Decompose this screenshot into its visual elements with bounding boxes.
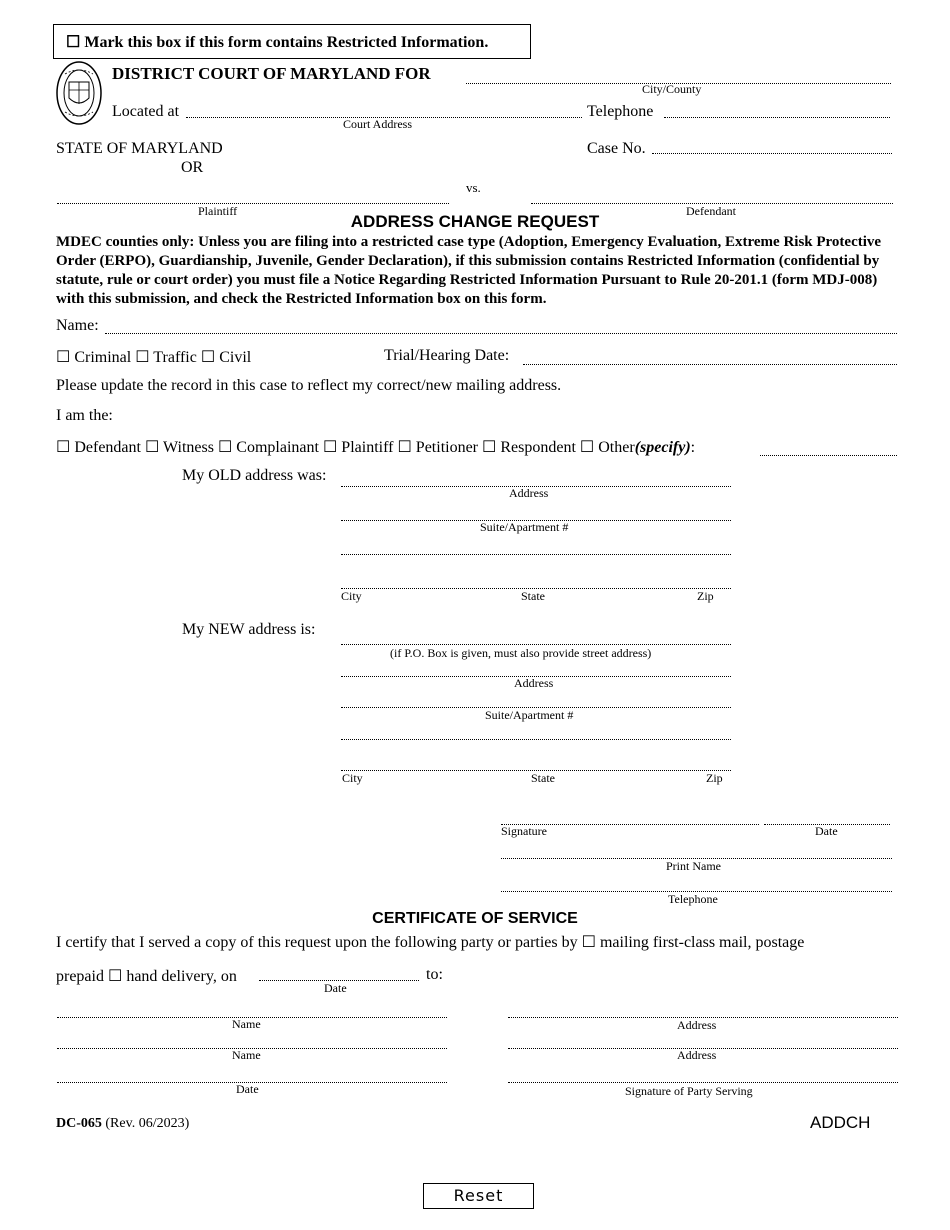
restricted-info-row — [66, 32, 488, 52]
complainant-checkbox[interactable]: ☐ — [217, 439, 233, 456]
state-of-maryland: STATE OF MARYLAND — [56, 140, 223, 157]
other-label: Other — [598, 439, 635, 456]
old-zip-caption: Zip — [697, 589, 714, 603]
trial-date-field[interactable] — [523, 364, 897, 365]
restricted-checkbox[interactable]: ☐ — [66, 34, 81, 51]
telephone-label: Telephone — [587, 103, 654, 120]
form-number — [56, 1116, 189, 1132]
po-box-note: (if P.O. Box is given, must also provide street address) — [390, 646, 652, 660]
court-seal-icon — [55, 60, 103, 126]
form-code: DC-065 — [56, 1116, 102, 1131]
certificate-line-1 — [56, 932, 804, 952]
defendant-role-label: Defendant — [74, 439, 141, 456]
form-title: ADDRESS CHANGE REQUEST — [350, 212, 600, 231]
defendant-label: Defendant — [686, 204, 736, 218]
service-date-caption: Date — [324, 981, 347, 995]
complainant-label: Complainant — [236, 439, 319, 456]
form-revision: (Rev. 06/2023) — [105, 1116, 190, 1131]
witness-checkbox[interactable]: ☐ — [144, 439, 160, 456]
case-type-row — [56, 347, 251, 367]
or-text: OR — [181, 159, 204, 176]
new-state-caption: State — [531, 771, 555, 785]
form-short-code: ADDCH — [810, 1113, 871, 1132]
new-extra-field[interactable] — [341, 739, 731, 740]
certify-text: I certify that I served a copy of this request upon the following party or parties by — [56, 934, 578, 951]
certificate-line-2 — [56, 966, 237, 986]
party-name-2-caption: Name — [232, 1048, 261, 1062]
court-telephone-field[interactable] — [664, 117, 890, 118]
plaintiff-checkbox[interactable]: ☐ — [322, 439, 338, 456]
trial-date-label: Trial/Hearing Date: — [384, 347, 510, 364]
case-no-field[interactable] — [652, 153, 892, 154]
party-serving-signature-caption: Signature of Party Serving — [625, 1084, 753, 1098]
new-po-field[interactable] — [341, 644, 731, 645]
new-address-caption: Address — [514, 676, 554, 690]
traffic-label: Traffic — [153, 349, 197, 366]
plaintiff-label: Plaintiff — [198, 204, 238, 218]
new-address-label: My NEW address is: — [182, 621, 316, 638]
witness-label: Witness — [163, 439, 214, 456]
criminal-checkbox[interactable]: ☐ — [56, 349, 71, 366]
petitioner-checkbox[interactable]: ☐ — [397, 439, 412, 456]
restricted-notice: MDEC counties only: Unless you are filing into a restricted case type (Adoption, Emergency Evaluation, Extreme Risk Protective Order (ERPO), Guardianship, Juvenile, Gender Declaration), if this submission contains Restricted Information (confidential by statute, rule or court order) you must file a Notice Regarding Restricted Information Pursuant to Rule 20-201.1 (form MDJ-008) with this submission, and check the Restricted Information box on this form. — [56, 234, 882, 307]
print-name-caption: Print Name — [666, 859, 721, 873]
new-city-caption: City — [342, 771, 363, 785]
old-extra-field[interactable] — [341, 554, 731, 555]
city-county-label: City/County — [642, 82, 702, 96]
hand-delivery-label: hand delivery, on — [126, 968, 237, 985]
signature-date-caption: Date — [815, 824, 838, 838]
party-address-1-caption: Address — [677, 1018, 717, 1032]
located-at-label: Located at — [112, 103, 180, 120]
court-title: DISTRICT COURT OF MARYLAND FOR — [112, 64, 431, 83]
vs-text: vs. — [466, 180, 481, 195]
old-city-caption: City — [341, 589, 362, 603]
old-address-label: My OLD address was: — [182, 467, 327, 484]
specify-label: (specify) — [634, 439, 691, 456]
name-field[interactable] — [105, 333, 897, 334]
hand-delivery-checkbox[interactable]: ☐ — [107, 968, 123, 985]
mailing-checkbox[interactable]: ☐ — [581, 934, 596, 951]
criminal-label: Criminal — [74, 349, 132, 366]
reset-button[interactable]: Reset — [423, 1183, 534, 1209]
petitioner-label: Petitioner — [415, 439, 479, 456]
i-am-label: I am the: — [56, 407, 113, 424]
restricted-label: Mark this box if this form contains Restricted Information. — [84, 34, 489, 51]
case-no-label: Case No. — [587, 140, 646, 157]
update-text: Please update the record in this case to reflect my correct/new mailing address. — [56, 377, 562, 394]
respondent-label: Respondent — [500, 439, 576, 456]
signer-telephone-caption: Telephone — [668, 892, 718, 906]
civil-label: Civil — [219, 349, 252, 366]
to-text: to: — [426, 966, 443, 983]
court-address-label: Court Address — [343, 117, 412, 131]
name-label: Name: — [56, 317, 99, 334]
traffic-checkbox[interactable]: ☐ — [135, 349, 150, 366]
plaintiff-role-label: Plaintiff — [341, 439, 394, 456]
signature-caption: Signature — [501, 824, 547, 838]
certificate-title: CERTIFICATE OF SERVICE — [372, 910, 578, 927]
roles-row: ☐ Defendant ☐ Witness ☐ Complainant ☐ Plaintiff ☐ Petitioner ☐ Respondent ☐ Other(specify): — [56, 439, 696, 456]
party-name-1-caption: Name — [232, 1017, 261, 1031]
other-checkbox[interactable]: ☐ — [579, 439, 595, 456]
other-specify-field[interactable] — [760, 455, 897, 456]
served-date-caption: Date — [236, 1082, 259, 1096]
party-address-2-caption: Address — [677, 1048, 717, 1062]
new-suite-caption: Suite/Apartment # — [485, 708, 574, 722]
new-zip-caption: Zip — [706, 771, 723, 785]
prepaid-text: prepaid — [56, 968, 104, 985]
mailing-label: mailing first-class mail, postage — [599, 934, 805, 951]
old-suite-caption: Suite/Apartment # — [480, 520, 569, 534]
party-serving-signature-field[interactable] — [508, 1082, 898, 1083]
respondent-checkbox[interactable]: ☐ — [482, 439, 497, 456]
old-state-caption: State — [521, 589, 545, 603]
old-address-caption: Address — [509, 486, 549, 500]
plaintiff-field[interactable] — [57, 203, 449, 204]
defendant-checkbox[interactable]: ☐ — [56, 439, 71, 456]
civil-checkbox[interactable]: ☐ — [200, 349, 216, 366]
